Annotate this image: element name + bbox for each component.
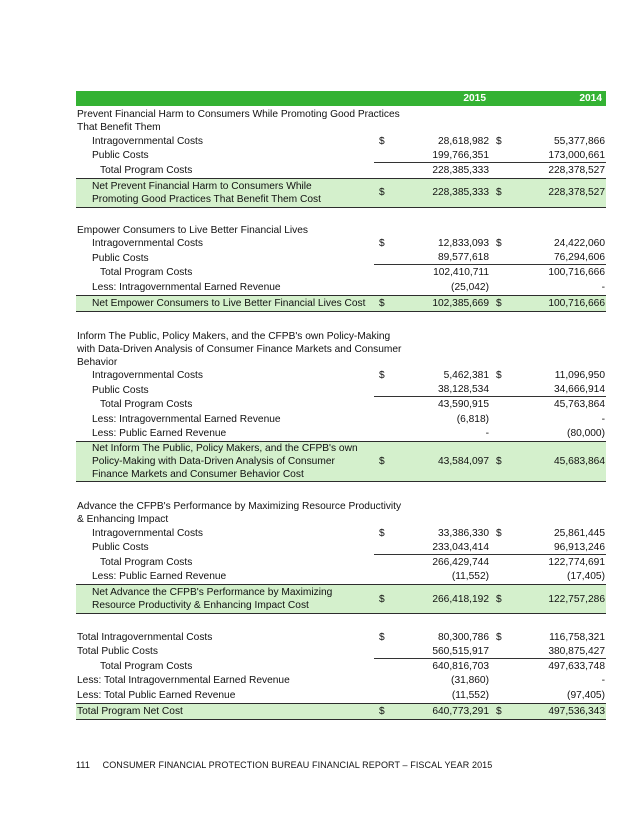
value-2015 — [374, 556, 490, 569]
amount: - — [485, 428, 489, 440]
amount: 266,418,192 — [432, 593, 489, 605]
currency-symbol: $ — [379, 631, 385, 643]
value-2014 — [490, 297, 606, 310]
line-item-row — [76, 251, 606, 266]
line-item-label: Total Program Costs — [100, 164, 193, 176]
line-item-label: Total Program Costs — [100, 556, 193, 568]
line-item-label: Public Costs — [92, 252, 149, 264]
currency-symbol: $ — [379, 238, 385, 250]
currency-symbol: $ — [496, 135, 502, 147]
net-cost-label: Net Prevent Financial Harm to Consumers While Promoting Good Practices That Benefit Them Cost — [92, 180, 321, 205]
value-2014 — [490, 541, 606, 555]
net-cost-row — [76, 703, 606, 720]
currency-symbol: $ — [496, 187, 502, 198]
amount: 102,385,669 — [432, 297, 489, 309]
amount: (17,405) — [567, 571, 605, 583]
amount: 233,043,414 — [432, 541, 489, 553]
amount: 266,429,744 — [432, 556, 489, 568]
value-2015 — [374, 186, 490, 199]
line-item-row — [76, 266, 606, 281]
line-item-label: Total Program Costs — [100, 660, 193, 672]
line-item-label: Public Costs — [92, 150, 149, 162]
line-item-label: Less: Total Public Earned Revenue — [77, 689, 236, 701]
value-2014 — [490, 593, 606, 606]
value-2015 — [374, 674, 490, 687]
line-item-row — [76, 659, 606, 674]
currency-symbol: $ — [496, 297, 502, 309]
net-cost-label: Total Program Net Cost — [77, 705, 183, 717]
section-heading: Prevent Financial Harm to Consumers While Promoting Good Practices That Benefit Them — [77, 109, 400, 133]
value-2014 — [490, 705, 606, 718]
value-2015 — [374, 660, 490, 673]
amount: 116,758,321 — [549, 631, 605, 643]
amount: 38,128,534 — [438, 384, 489, 396]
page-number: 111 — [76, 760, 90, 770]
line-item-label: Intragovernmental Costs — [92, 527, 203, 539]
amount: 45,763,864 — [554, 399, 605, 411]
amount: 34,666,914 — [554, 384, 605, 396]
currency-symbol: $ — [496, 631, 502, 643]
amount: 228,378,527 — [548, 164, 605, 176]
line-item-label: Total Intragovernmental Costs — [77, 631, 213, 643]
currency-symbol: $ — [379, 456, 385, 467]
value-2015 — [374, 281, 490, 294]
amount: 640,773,291 — [432, 705, 489, 717]
line-item-row — [76, 630, 606, 645]
currency-symbol: $ — [496, 527, 502, 539]
net-cost-row — [76, 441, 606, 482]
line-item-row — [76, 369, 606, 384]
amount: 5,462,381 — [443, 370, 489, 382]
value-2014 — [490, 164, 606, 177]
line-item-label: Total Program Costs — [100, 399, 193, 411]
line-item-row — [76, 237, 606, 252]
value-2014 — [490, 570, 606, 583]
currency-symbol: $ — [379, 593, 385, 605]
currency-symbol: $ — [379, 187, 385, 198]
line-item-label: Less: Intragovernmental Earned Revenue — [92, 281, 281, 293]
value-2014 — [490, 149, 606, 163]
amount: 380,875,427 — [548, 645, 605, 657]
value-2014 — [490, 266, 606, 279]
value-2015 — [374, 541, 490, 555]
amount: (11,552) — [451, 689, 489, 701]
amount: 228,378,527 — [548, 187, 605, 198]
amount: 33,386,330 — [438, 527, 489, 539]
value-2015 — [374, 593, 490, 606]
section-heading: Advance the CFPB's Performance by Maximizing Resource Productivity & Enhancing Impact — [77, 501, 402, 525]
value-2015 — [374, 369, 490, 382]
line-item-label: Intragovernmental Costs — [92, 135, 203, 147]
value-2014 — [490, 527, 606, 540]
section-heading: Inform The Public, Policy Makers, and the CFPB's own Policy-Making with Data-Driven Analysis of Consumer Finance Markets and Consumer Behavior — [77, 330, 402, 368]
amount: (97,405) — [567, 689, 605, 701]
section-heading: Empower Consumers to Live Better Financial Lives — [77, 224, 309, 236]
section-heading-row — [76, 106, 606, 134]
amount: (6,818) — [456, 413, 489, 425]
line-item-row — [76, 134, 606, 149]
value-2015 — [374, 455, 490, 468]
currency-symbol: $ — [496, 456, 502, 467]
amount: (11,552) — [451, 571, 489, 583]
amount: 43,590,915 — [438, 399, 489, 411]
currency-symbol: $ — [496, 370, 502, 382]
amount: - — [601, 675, 605, 687]
amount: 45,683,864 — [554, 456, 605, 467]
line-item-label: Less: Total Intragovernmental Earned Revenue — [77, 675, 290, 687]
value-2015 — [374, 135, 490, 148]
currency-symbol: $ — [496, 705, 502, 717]
line-item-row — [76, 163, 606, 178]
line-item-row — [76, 555, 606, 570]
amount: 89,577,618 — [438, 252, 489, 264]
net-cost-label: Net Empower Consumers to Live Better Financial Lives Cost — [92, 297, 366, 309]
net-cost-row — [76, 178, 606, 208]
value-2015 — [374, 251, 490, 265]
line-item-row — [76, 398, 606, 413]
amount: 228,385,333 — [432, 187, 489, 198]
line-item-row — [76, 526, 606, 541]
line-item-label: Less: Public Earned Revenue — [92, 571, 227, 583]
row-spacer — [76, 208, 606, 222]
net-cost-label: Net Inform The Public, Policy Makers, and the CFPB's own Policy-Making with Data-Driven Analysis of Consumer Finance Markets and Consumer Behavior Cost — [92, 443, 358, 480]
statement-of-net-cost-table — [76, 91, 606, 720]
amount: 640,816,703 — [432, 660, 489, 672]
value-2015 — [374, 527, 490, 540]
line-item-label: Less: Intragovernmental Earned Revenue — [92, 413, 281, 425]
amount: 173,000,661 — [548, 149, 605, 161]
section-heading-row — [76, 498, 606, 526]
value-2015 — [374, 398, 490, 411]
amount: (25,042) — [451, 281, 489, 293]
line-item-row — [76, 645, 606, 660]
currency-symbol: $ — [379, 527, 385, 539]
value-2014 — [490, 631, 606, 644]
line-item-row — [76, 383, 606, 398]
value-2014 — [490, 237, 606, 250]
line-item-row — [76, 149, 606, 164]
value-2014 — [490, 660, 606, 673]
value-2015 — [374, 689, 490, 702]
header-year-2015: 2015 — [463, 93, 486, 104]
value-2014 — [490, 413, 606, 426]
value-2014 — [490, 281, 606, 294]
value-2014 — [490, 689, 606, 702]
currency-symbol: $ — [496, 593, 502, 605]
value-2014 — [490, 455, 606, 468]
footer-title: CONSUMER FINANCIAL PROTECTION BUREAU FINANCIAL REPORT – FISCAL YEAR 2015 — [102, 760, 493, 770]
value-2014 — [490, 135, 606, 148]
amount: 12,833,093 — [438, 238, 489, 250]
value-2015 — [374, 237, 490, 250]
header-year-2014: 2014 — [579, 93, 602, 104]
amount: 43,584,097 — [438, 456, 489, 467]
value-2015 — [374, 645, 490, 659]
page-footer — [76, 760, 492, 770]
amount: - — [601, 281, 605, 293]
currency-symbol: $ — [379, 135, 385, 147]
value-2014 — [490, 186, 606, 199]
amount: 497,536,343 — [548, 705, 605, 717]
currency-symbol: $ — [379, 705, 385, 717]
amount: 55,377,866 — [554, 135, 605, 147]
section-heading-row — [76, 328, 606, 369]
value-2015 — [374, 266, 490, 279]
line-item-label: Public Costs — [92, 542, 149, 554]
value-2015 — [374, 570, 490, 583]
line-item-row — [76, 570, 606, 585]
line-item-label: Intragovernmental Costs — [92, 370, 203, 382]
line-item-row — [76, 688, 606, 703]
amount: 560,515,917 — [432, 645, 489, 657]
value-2015 — [374, 149, 490, 163]
amount: 122,757,286 — [548, 593, 605, 605]
amount: 102,410,711 — [433, 267, 489, 279]
amount: 24,422,060 — [554, 238, 605, 250]
amount: - — [601, 413, 605, 425]
currency-symbol: $ — [379, 297, 385, 309]
line-item-label: Less: Public Earned Revenue — [92, 428, 227, 440]
row-spacer — [76, 482, 606, 498]
value-2015 — [374, 297, 490, 310]
value-2014 — [490, 383, 606, 397]
amount: 11,096,950 — [554, 370, 605, 382]
line-item-label: Total Program Costs — [100, 267, 193, 279]
amount: (31,860) — [451, 675, 489, 687]
net-cost-label: Net Advance the CFPB's Performance by Maximizing Resource Productivity & Enhancing Impact Cost — [92, 587, 333, 611]
section-heading-row — [76, 222, 606, 237]
value-2015 — [374, 427, 490, 440]
net-cost-row — [76, 295, 606, 312]
row-spacer — [76, 312, 606, 328]
net-cost-row — [76, 584, 606, 614]
value-2014 — [490, 427, 606, 440]
value-2014 — [490, 369, 606, 382]
line-item-row — [76, 280, 606, 295]
amount: 100,716,666 — [548, 267, 605, 279]
value-2014 — [490, 674, 606, 687]
currency-symbol: $ — [496, 238, 502, 250]
line-item-row — [76, 674, 606, 689]
amount: (80,000) — [567, 428, 605, 440]
amount: 80,300,786 — [438, 631, 489, 643]
line-item-row — [76, 427, 606, 442]
amount: 100,716,666 — [548, 297, 605, 309]
value-2015 — [374, 383, 490, 397]
value-2015 — [374, 631, 490, 644]
value-2015 — [374, 413, 490, 426]
amount: 25,861,445 — [554, 527, 605, 539]
amount: 76,294,606 — [554, 252, 605, 264]
amount: 199,766,351 — [432, 149, 489, 161]
currency-symbol: $ — [379, 370, 385, 382]
value-2014 — [490, 556, 606, 569]
amount: 96,913,246 — [554, 541, 605, 553]
row-spacer — [76, 614, 606, 630]
table-header-row — [76, 91, 606, 106]
value-2015 — [374, 164, 490, 177]
line-item-label: Public Costs — [92, 384, 149, 396]
amount: 28,618,982 — [438, 135, 489, 147]
value-2014 — [490, 645, 606, 659]
line-item-row — [76, 412, 606, 427]
amount: 228,385,333 — [432, 164, 489, 176]
line-item-label: Intragovernmental Costs — [92, 238, 203, 250]
line-item-row — [76, 541, 606, 556]
value-2014 — [490, 398, 606, 411]
value-2014 — [490, 251, 606, 265]
line-item-label: Total Public Costs — [77, 646, 158, 658]
amount: 497,633,748 — [548, 660, 605, 672]
value-2015 — [374, 705, 490, 718]
amount: 122,774,691 — [548, 556, 605, 568]
